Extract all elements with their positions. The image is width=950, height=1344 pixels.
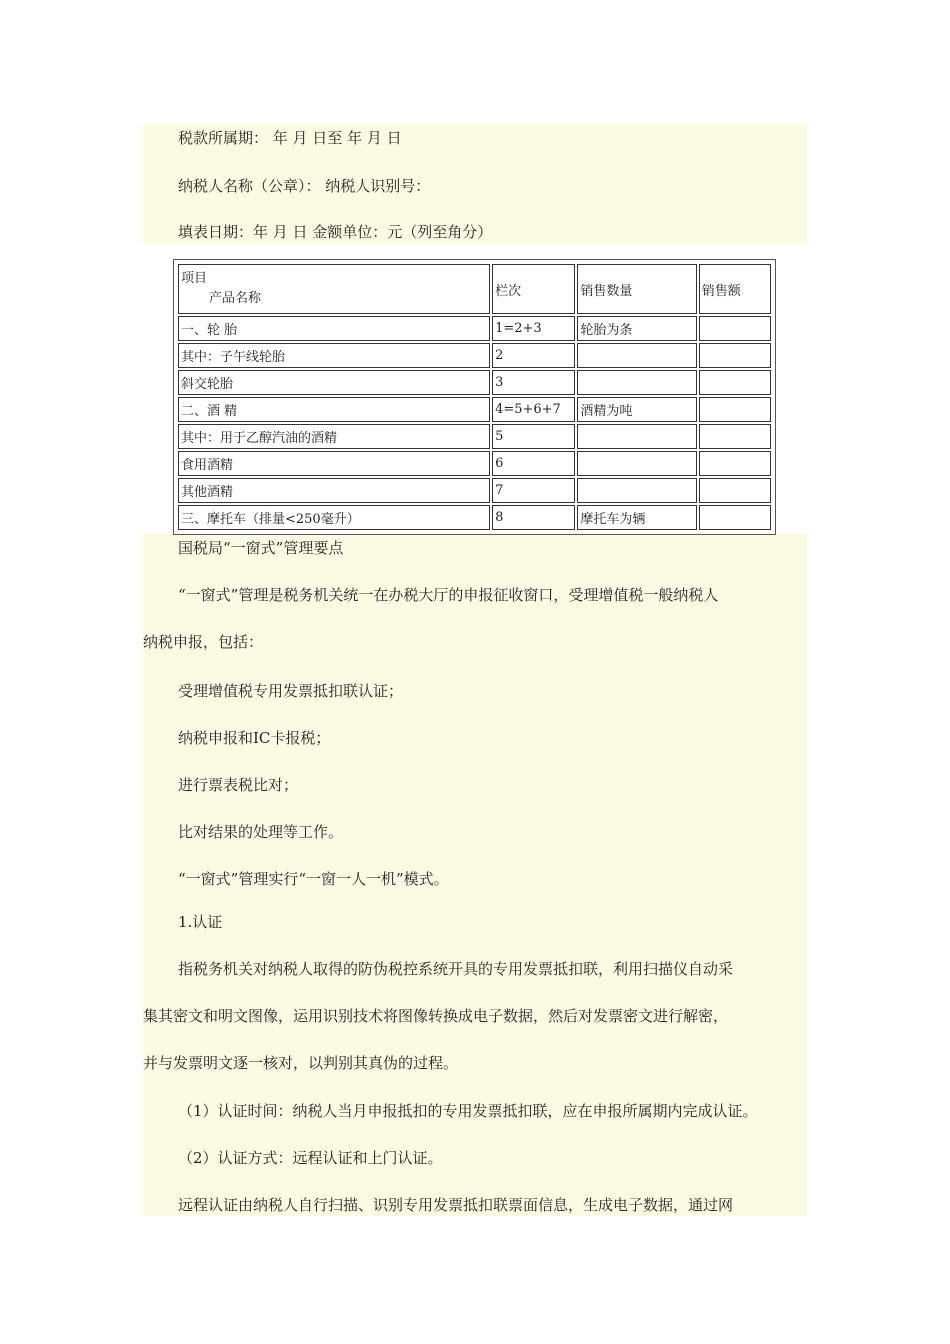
table-row (178, 505, 771, 530)
header-qty: 销售数量 (577, 264, 696, 314)
paragraph-line: 远程认证由纳税人自行扫描、识别专用发票抵扣联票面信息，生成电子数据，通过网 (178, 1196, 734, 1214)
cell-item: 二、酒 精 (178, 397, 490, 422)
cell-qty (577, 478, 696, 503)
cell-line: 6 (492, 451, 575, 476)
cell-line: 5 (492, 424, 575, 449)
paragraph-line: 指税务机关对纳税人取得的防伪税控系统开具的专用发票抵扣联，利用扫描仪自动采 (178, 960, 734, 978)
paragraph-line: 并与发票明文逐一核对，以判别其真伪的过程。 (143, 1054, 459, 1072)
table-row (178, 424, 771, 449)
cell-amount (699, 316, 771, 341)
cell-item: 其中：用于乙醇汽油的酒精 (178, 424, 490, 449)
cell-item: 其中：子午线轮胎 (178, 343, 490, 368)
cell-qty: 轮胎为条 (577, 316, 696, 341)
paragraph-line: （2）认证方式：远程认证和上门认证。 (178, 1149, 443, 1167)
cell-line: 1=2+3 (492, 316, 575, 341)
header-item: 项目 (181, 271, 208, 286)
table-row (178, 370, 771, 395)
cell-line: 4=5+6+7 (492, 397, 575, 422)
cell-qty: 酒精为吨 (577, 397, 696, 422)
cell-line: 8 (492, 505, 575, 530)
cell-qty (577, 343, 696, 368)
paragraph-line: （1）认证时间：纳税人当月申报抵扣的专用发票抵扣联，应在申报所属期内完成认证。 (178, 1102, 758, 1120)
cell-line: 3 (492, 370, 575, 395)
cell-item: 三、摩托车（排量<250毫升） (178, 505, 490, 530)
header-line: 栏次 (492, 264, 575, 314)
header-item-product (178, 264, 490, 314)
table-row (178, 451, 771, 476)
cell-amount (699, 370, 771, 395)
table-row (178, 316, 771, 341)
cell-item: 斜交轮胎 (178, 370, 490, 395)
taxpayer-line: 纳税人名称（公章）： 纳税人识别号： (178, 177, 431, 195)
cell-item: 一、轮 胎 (178, 316, 490, 341)
cell-amount (699, 505, 771, 530)
tax-period-line: 税款所属期： 年 月 日至 年 月 日 (178, 129, 402, 147)
sales-table (176, 262, 773, 532)
cell-qty: 摩托车为辆 (577, 505, 696, 530)
cell-amount (699, 397, 771, 422)
table-row (178, 478, 771, 503)
paragraph-line: “一窗式”管理实行“一窗一人一机”模式。 (178, 870, 449, 888)
sales-table-frame (173, 259, 776, 535)
header-product: 产品名称 (209, 291, 262, 306)
cell-amount (699, 424, 771, 449)
cell-item: 其他酒精 (178, 478, 490, 503)
cell-qty (577, 451, 696, 476)
paragraph-line: 纳税申报，包括： (143, 633, 264, 651)
fill-date-line: 填表日期：年 月 日 金额单位：元（列至角分） (178, 223, 493, 241)
cell-amount (699, 478, 771, 503)
cell-line: 2 (492, 343, 575, 368)
table-row (178, 343, 771, 368)
list-item: 纳税申报和IC卡报税； (178, 729, 331, 747)
header-amount: 销售额 (699, 264, 771, 314)
list-item: 进行票表税比对； (178, 776, 299, 794)
table-header-row (178, 264, 771, 314)
cell-amount (699, 451, 771, 476)
paragraph-line: 集其密文和明文图像，运用识别技术将图像转换成电子数据，然后对发票密文进行解密， (143, 1007, 729, 1025)
cell-qty (577, 370, 696, 395)
cell-line: 7 (492, 478, 575, 503)
paragraph-line: “一窗式”管理是税务机关统一在办税大厅的申报征收窗口，受理增值税一般纳税人 (178, 586, 719, 604)
list-item: 比对结果的处理等工作。 (178, 823, 344, 841)
table-row (178, 397, 771, 422)
list-item: 受理增值税专用发票抵扣联认证； (178, 682, 404, 700)
cell-qty (577, 424, 696, 449)
section-title: 国税局“一窗式”管理要点 (178, 539, 344, 557)
subsection-heading: 1.认证 (178, 913, 223, 931)
cell-amount (699, 343, 771, 368)
cell-item: 食用酒精 (178, 451, 490, 476)
